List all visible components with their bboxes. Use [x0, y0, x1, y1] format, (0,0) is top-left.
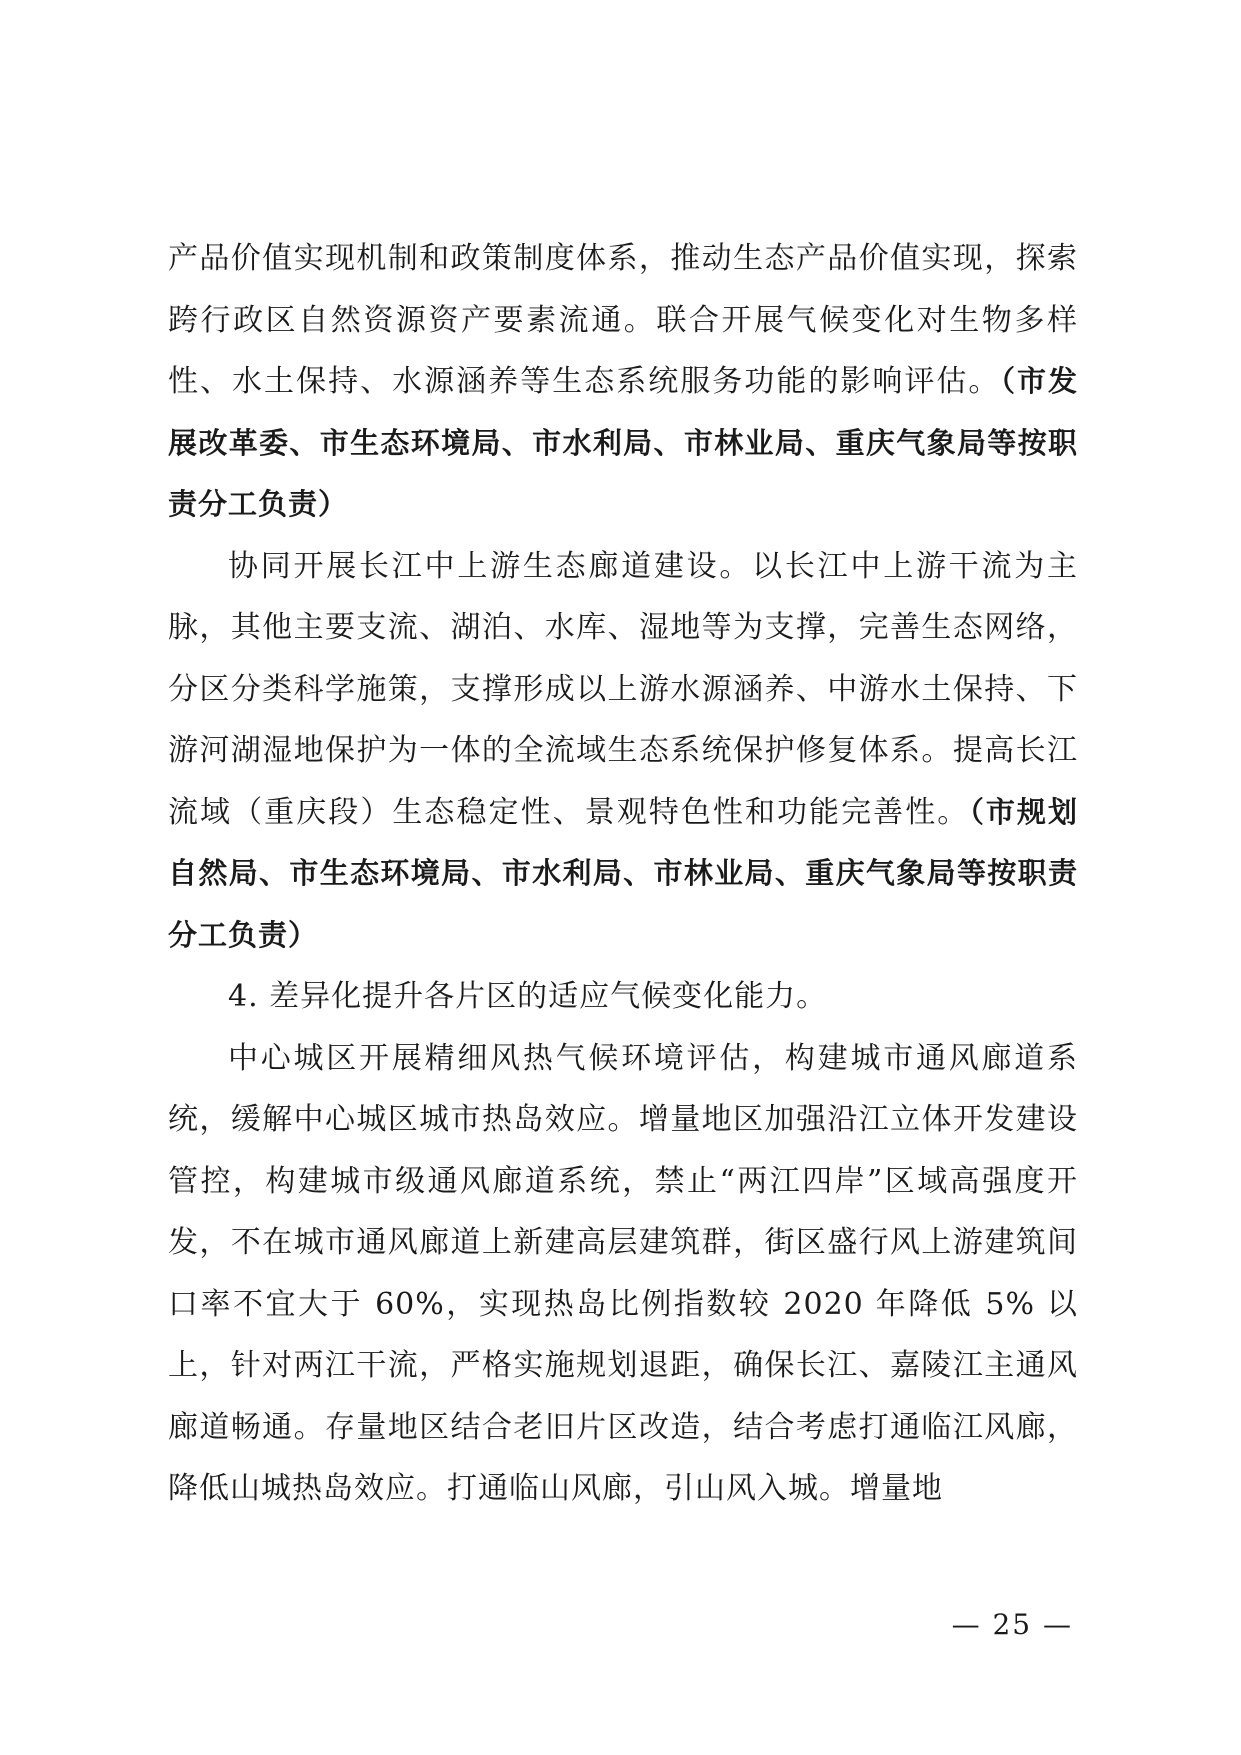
section-heading-climate-adaptation: [168, 966, 1078, 1028]
page-number: — 25 —: [951, 1608, 1073, 1641]
paragraph-eco-product-value: [168, 228, 1078, 536]
paragraph-ventilation-corridors: [168, 1028, 1078, 1520]
responsible-departments: （市规划自然局、市生态环境局、市水利局、市林业局、重庆气象局等按职责分工负责）: [168, 794, 1078, 952]
paragraph-text: 中心城区开展精细风热气候环境评估，构建城市通风廊道系统，缓解中心城区城市热岛效应。增量地区加强沿江立体开发建设管控，构建城市级通风廊道系统，禁止“两江四岸”区域高强度开发，不在城市通风廊道上新建高层建筑群，街区盛行风上游建筑间口率不宜大于 60%，实现热岛比例指数较 2020 年降低 5% 以上，针对两江干流，严格实施规划退距，确保长江、嘉陵江主通风廊道畅通。存量地区结合老旧片区改造，结合考虑打通临江风廊，降低山城热岛效应。打通临山风廊，引山风入城。增量地: [168, 1040, 1078, 1506]
paragraph-text: 产品价值实现机制和政策制度体系，推动生态产品价值实现，探索跨行政区自然资源资产要素流通。联合开展气候变化对生物多样性、水土保持、水源涵养等生态系统服务功能的影响评估。: [168, 241, 1078, 399]
paragraph-text: 协同开展长江中上游生态廊道建设。以长江中上游干流为主脉，其他主要支流、湖泊、水库、湿地等为支撑，完善生态网络，分区分类科学施策，支撑形成以上游水源涵养、中游水土保持、下游河湖湿地保护为一体的全流域生态系统保护修复体系。提高长江流域（重庆段）生态稳定性、景观特色性和功能完善性。: [168, 548, 1078, 830]
heading-text: 4. 差异化提升各片区的适应气候变化能力。: [228, 979, 828, 1014]
paragraph-ecological-corridor: [168, 536, 1078, 967]
document-body: [168, 228, 1078, 1520]
responsible-departments: （市发展改革委、市生态环境局、市水利局、市林业局、重庆气象局等按职责分工负责）: [168, 364, 1078, 521]
